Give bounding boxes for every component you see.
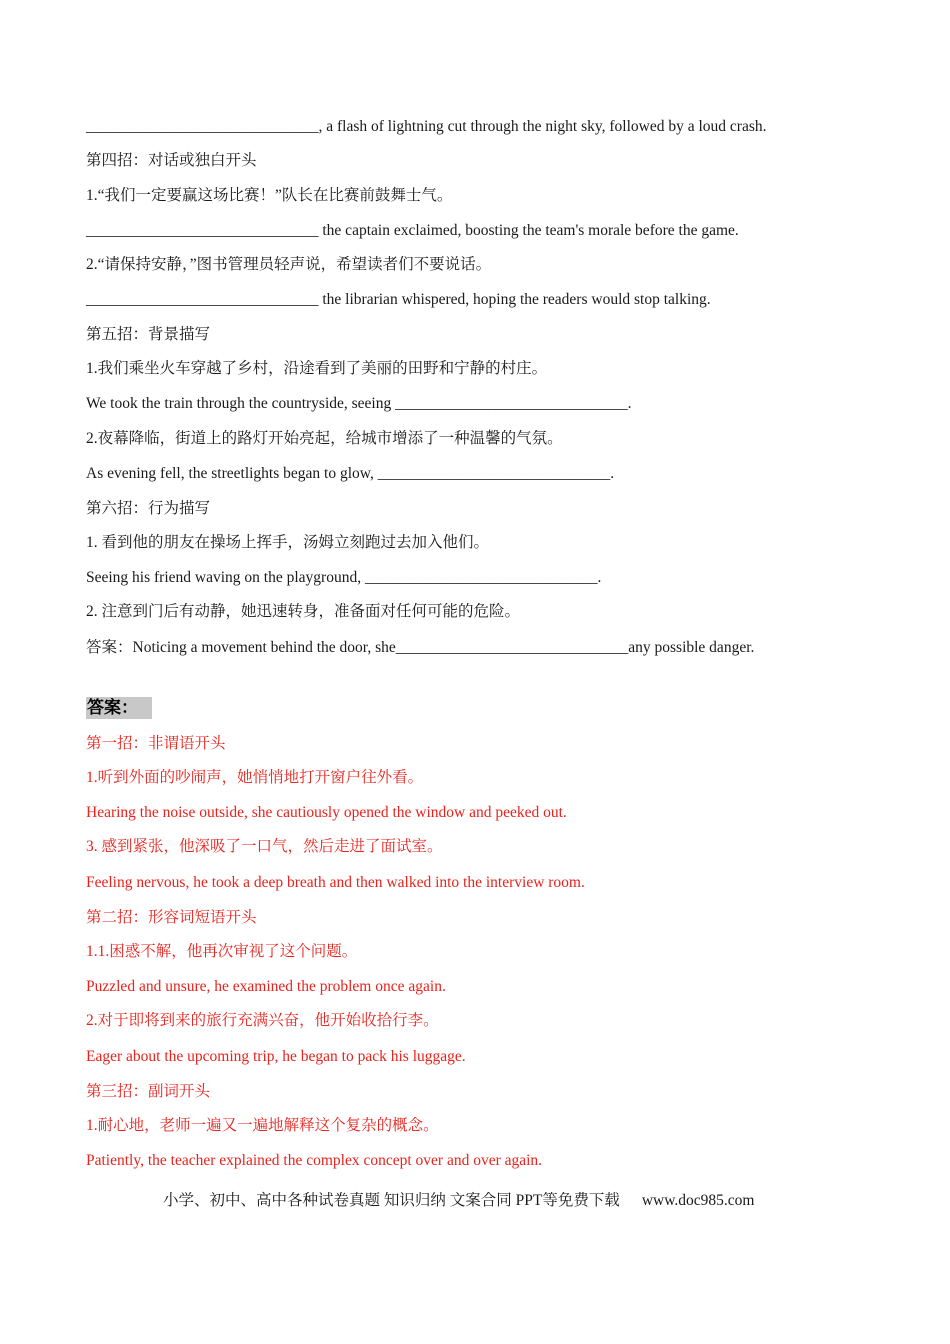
page-footer	[163, 1191, 754, 1211]
answer-cn: 1.耐心地，老师一遍又一遍地解释这个复杂的概念。	[86, 1117, 439, 1134]
question-en: ______________________________ the librarian whispered, hoping the readers would stop talking.	[86, 291, 711, 308]
question-en: 答案：Noticing a movement behind the door, she______________________________any possible danger.	[86, 639, 755, 656]
answer-cn: 1.听到外面的吵闹声，她悄悄地打开窗户往外看。	[86, 769, 424, 786]
answer-en: Eager about the upcoming trip, he began to pack his luggage.	[86, 1048, 466, 1065]
answer-en: Puzzled and unsure, he examined the problem once again.	[86, 978, 446, 995]
question-cn: 2. 注意到门后有动静，她迅速转身，准备面对任何可能的危险。	[86, 603, 521, 620]
answer-en: Patiently, the teacher explained the complex concept over and over again.	[86, 1152, 543, 1169]
question-en: We took the train through the countryside, seeing ______________________________.	[86, 395, 632, 412]
answer-en: Feeling nervous, he took a deep breath and then walked into the interview room.	[86, 874, 585, 891]
answer-section-title-3: 第三招：副词开头	[86, 1083, 211, 1100]
question-en: As evening fell, the streetlights began to glow, ______________________________.	[86, 465, 615, 482]
section-title-6: 第六招：行为描写	[86, 500, 211, 517]
question-cn: 2.夜幕降临，街道上的路灯开始亮起，给城市增添了一种温馨的气氛。	[86, 430, 563, 447]
answer-en: Hearing the noise outside, she cautiously opened the window and peeked out.	[86, 804, 567, 821]
section-title-5: 第五招：背景描写	[86, 326, 211, 343]
answer-cn: 3. 感到紧张，他深吸了一口气，然后走进了面试室。	[86, 838, 443, 855]
question-cn: 1. 看到他的朋友在操场上挥手，汤姆立刻跑过去加入他们。	[86, 534, 490, 551]
section-title-4: 第四招：对话或独白开头	[86, 152, 257, 169]
question-en: Seeing his friend waving on the playground, ______________________________.	[86, 569, 602, 586]
answer-section-title-1: 第一招：非谓语开头	[86, 735, 226, 752]
question-cn: 1.我们乘坐火车穿越了乡村，沿途看到了美丽的田野和宁静的村庄。	[86, 360, 548, 377]
question-en: ______________________________ the captain exclaimed, boosting the team's morale before the game.	[86, 222, 739, 239]
question-cn: 2.“请保持安静，”图书管理员轻声说，希望读者们不要说话。	[86, 256, 492, 273]
answer-cn: 1.1.困惑不解，他再次审视了这个问题。	[86, 943, 358, 960]
footer-text: 小学、初中、高中各种试卷真题 知识归纳 文案合同 PPT等免费下载	[163, 1192, 620, 1209]
footer-url-link[interactable]: www.doc985.com	[641, 1192, 755, 1209]
question-cn: 1.“我们一定要赢这场比赛！”队长在比赛前鼓舞士气。	[86, 187, 453, 204]
exercise-blank-line: ______________________________, a flash of lightning cut through the night sky, followed by a loud crash.	[86, 118, 767, 135]
answer-cn: 2.对于即将到来的旅行充满兴奋，他开始收拾行李。	[86, 1012, 439, 1029]
answer-section-title-2: 第二招：形容词短语开头	[86, 909, 257, 926]
answers-heading: 答案：	[86, 697, 152, 719]
